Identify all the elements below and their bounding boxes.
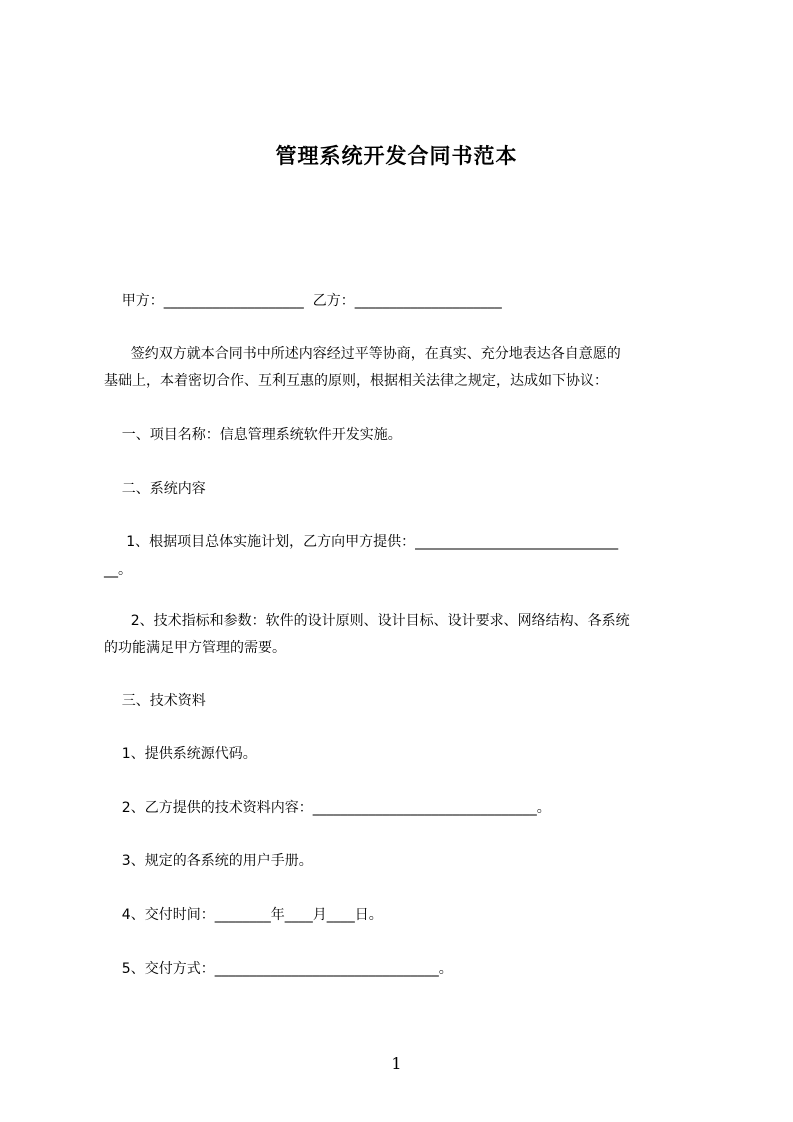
item-2-2-line-1: 2、技术指标和参数：软件的设计原则、设计目标、设计要求、网络结构、各系统 [104,613,630,629]
document-title: 管理系统开发合同书范本 [275,144,518,168]
section-3-heading: 三、技术资料 [104,693,206,709]
item-3-3: 3、规定的各系统的用户手册。 [104,853,313,869]
item-2-2-line-2: 的功能满足甲方管理的需要。 [104,640,286,656]
item-2-1-line-2: __。 [104,562,132,578]
preamble-line-1: 签约双方就本合同书中所述内容经过平等协商，在真实、充分地表达各自意愿的 [104,346,621,362]
item-3-4: 4、交付时间：________年____月____日。 [104,907,383,923]
section-1-project-name: 一、项目名称：信息管理系统软件开发实施。 [104,427,402,443]
item-3-1: 1、提供系统源代码。 [104,746,257,762]
preamble-line-2: 基础上，本着密切合作、互利互惠的原则，根据相关法律之规定，达成如下协议： [104,373,608,389]
item-2-1-line-1: 1、根据项目总体实施计划，乙方向甲方提供：_____________________________ [104,534,619,550]
item-3-2: 2、乙方提供的技术资料内容：________________________________。 [104,800,551,816]
parties-line: 甲方：____________________ 乙方：_____________________ [104,293,502,309]
section-2-heading: 二、系统内容 [104,481,206,497]
item-3-5: 5、交付方式：________________________________。 [104,961,453,977]
page-number: 1 [391,1054,402,1073]
